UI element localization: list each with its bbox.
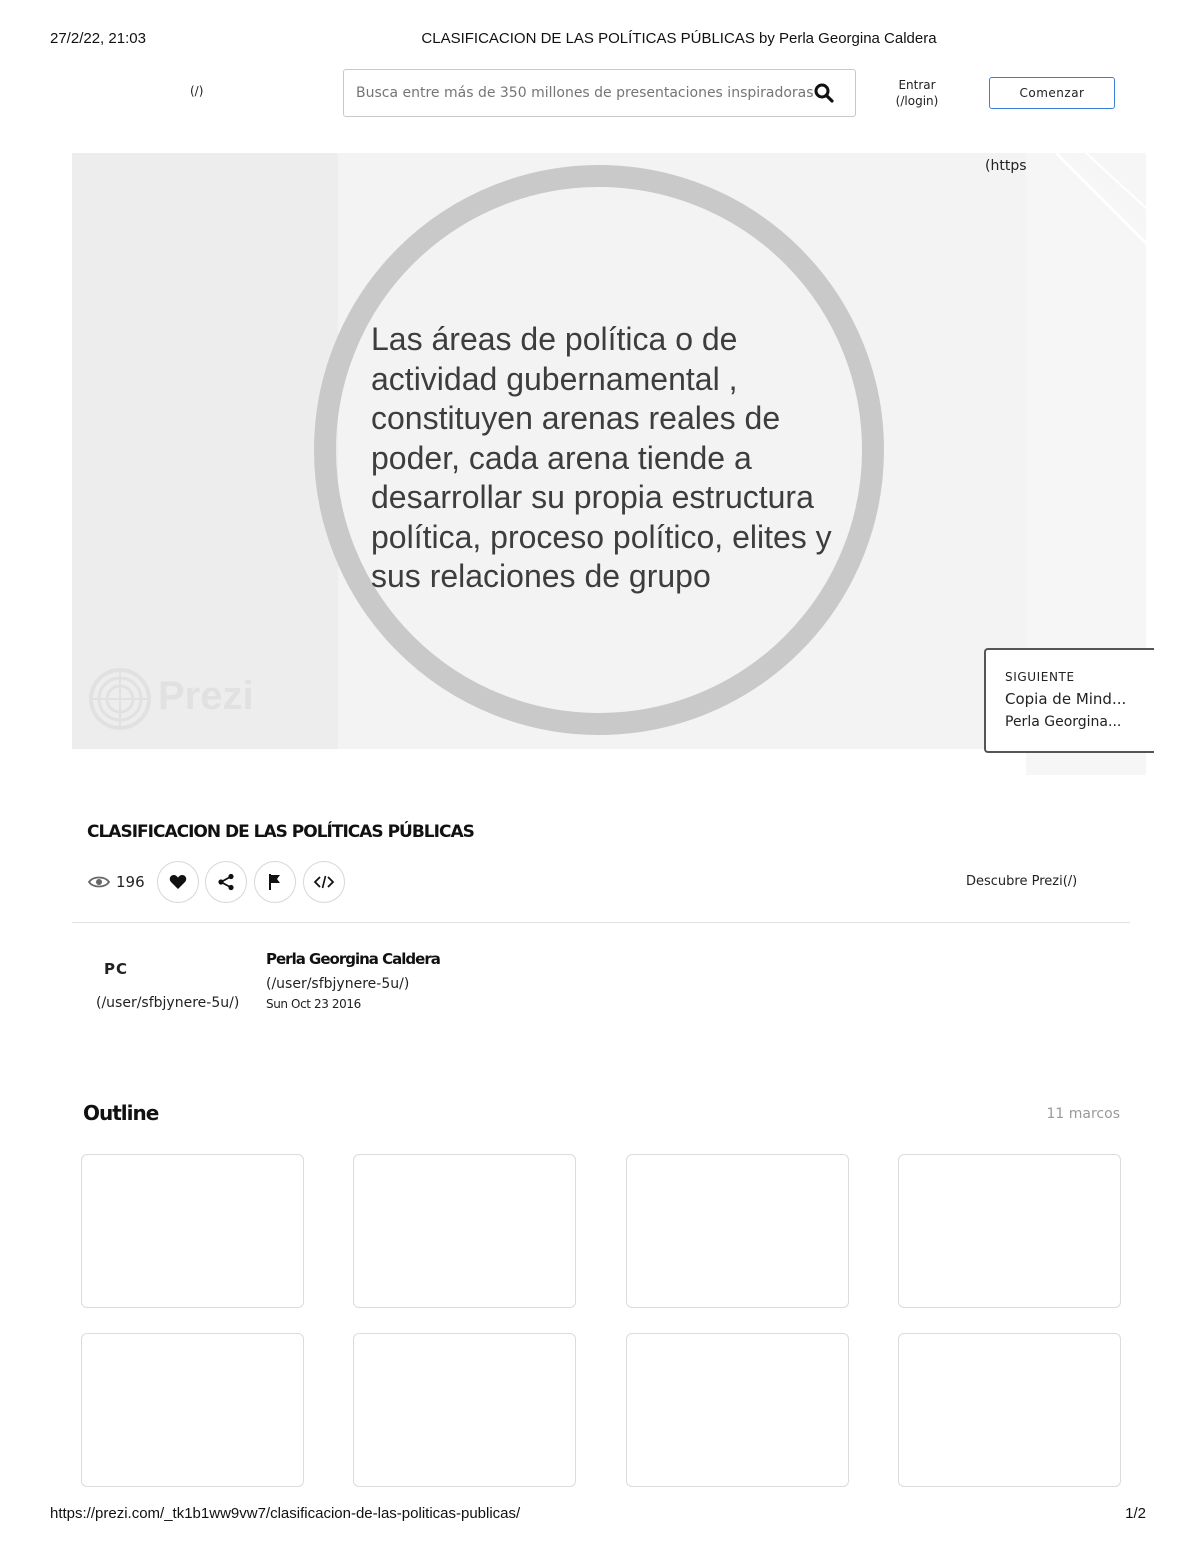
search-box[interactable] bbox=[343, 69, 856, 117]
next-presentation-card[interactable] bbox=[984, 648, 1154, 753]
avatar-link[interactable]: (/user/sfbjynere-5u/) bbox=[96, 995, 240, 1011]
next-label: SIGUIENTE bbox=[1005, 670, 1075, 684]
outline-frame[interactable] bbox=[353, 1333, 576, 1487]
outline-frame[interactable] bbox=[898, 1154, 1121, 1308]
login-label: Entrar bbox=[898, 78, 936, 92]
view-count-value: 196 bbox=[116, 873, 145, 891]
share-icon bbox=[217, 873, 235, 891]
author-name[interactable]: Perla Georgina Caldera bbox=[266, 950, 440, 968]
prezi-watermark bbox=[88, 668, 258, 730]
outline-frame[interactable] bbox=[898, 1333, 1121, 1487]
start-button[interactable]: Comenzar bbox=[989, 77, 1115, 109]
frame-count: 11 marcos bbox=[1046, 1106, 1120, 1122]
next-author: Perla Georgina... bbox=[1005, 714, 1122, 730]
outline-frame[interactable] bbox=[81, 1333, 304, 1487]
login-link[interactable] bbox=[880, 77, 954, 109]
login-href: (/login) bbox=[895, 94, 939, 108]
home-link[interactable]: (/) bbox=[190, 84, 204, 98]
magnifier-icon[interactable] bbox=[813, 82, 835, 104]
discover-prezi-link[interactable]: Descubre Prezi(/) bbox=[966, 874, 1078, 889]
embed-button[interactable] bbox=[303, 861, 345, 903]
prezi-logo-icon bbox=[88, 668, 152, 730]
search-input[interactable] bbox=[356, 70, 818, 116]
report-button[interactable] bbox=[254, 861, 296, 903]
heart-icon bbox=[169, 874, 187, 890]
flag-icon bbox=[267, 873, 283, 891]
outline-heading: Outline bbox=[83, 1101, 159, 1125]
outline-frame[interactable] bbox=[81, 1154, 304, 1308]
embed-icon bbox=[314, 875, 334, 889]
print-page-number: 1/2 bbox=[1125, 1505, 1146, 1522]
print-datetime: 27/2/22, 21:03 bbox=[50, 30, 146, 47]
like-button[interactable] bbox=[157, 861, 199, 903]
publish-date: Sun Oct 23 2016 bbox=[266, 997, 361, 1011]
view-count bbox=[88, 871, 145, 893]
prezi-watermark-text: Prezi bbox=[158, 674, 254, 718]
share-button[interactable] bbox=[205, 861, 247, 903]
stage-side-panel bbox=[72, 153, 338, 749]
next-title: Copia de Mind... bbox=[1005, 690, 1127, 708]
eye-icon bbox=[88, 875, 110, 889]
overflow-link[interactable]: (https bbox=[985, 158, 1027, 174]
outline-frame[interactable] bbox=[353, 1154, 576, 1308]
section-divider bbox=[72, 922, 1130, 923]
print-title: CLASIFICACION DE LAS POLÍTICAS PÚBLICAS by Perla Georgina Caldera bbox=[421, 30, 937, 47]
avatar[interactable]: PC bbox=[104, 960, 129, 978]
presentation-title: CLASIFICACION DE LAS POLÍTICAS PÚBLICAS bbox=[87, 822, 474, 842]
outline-frame[interactable] bbox=[626, 1333, 849, 1487]
author-link[interactable]: (/user/sfbjynere-5u/) bbox=[266, 976, 410, 992]
outline-frame[interactable] bbox=[626, 1154, 849, 1308]
decor-lines bbox=[1026, 153, 1146, 253]
print-url: https://prezi.com/_tk1b1ww9vw7/clasificacion-de-las-politicas-publicas/ bbox=[50, 1505, 521, 1522]
slide-text: Las áreas de política o de actividad gubernamental , constituyen arenas reales de poder, cada arena tiende a desarrollar su propia estructura política, proceso político, elites y sus relaciones de grupo bbox=[371, 321, 832, 594]
